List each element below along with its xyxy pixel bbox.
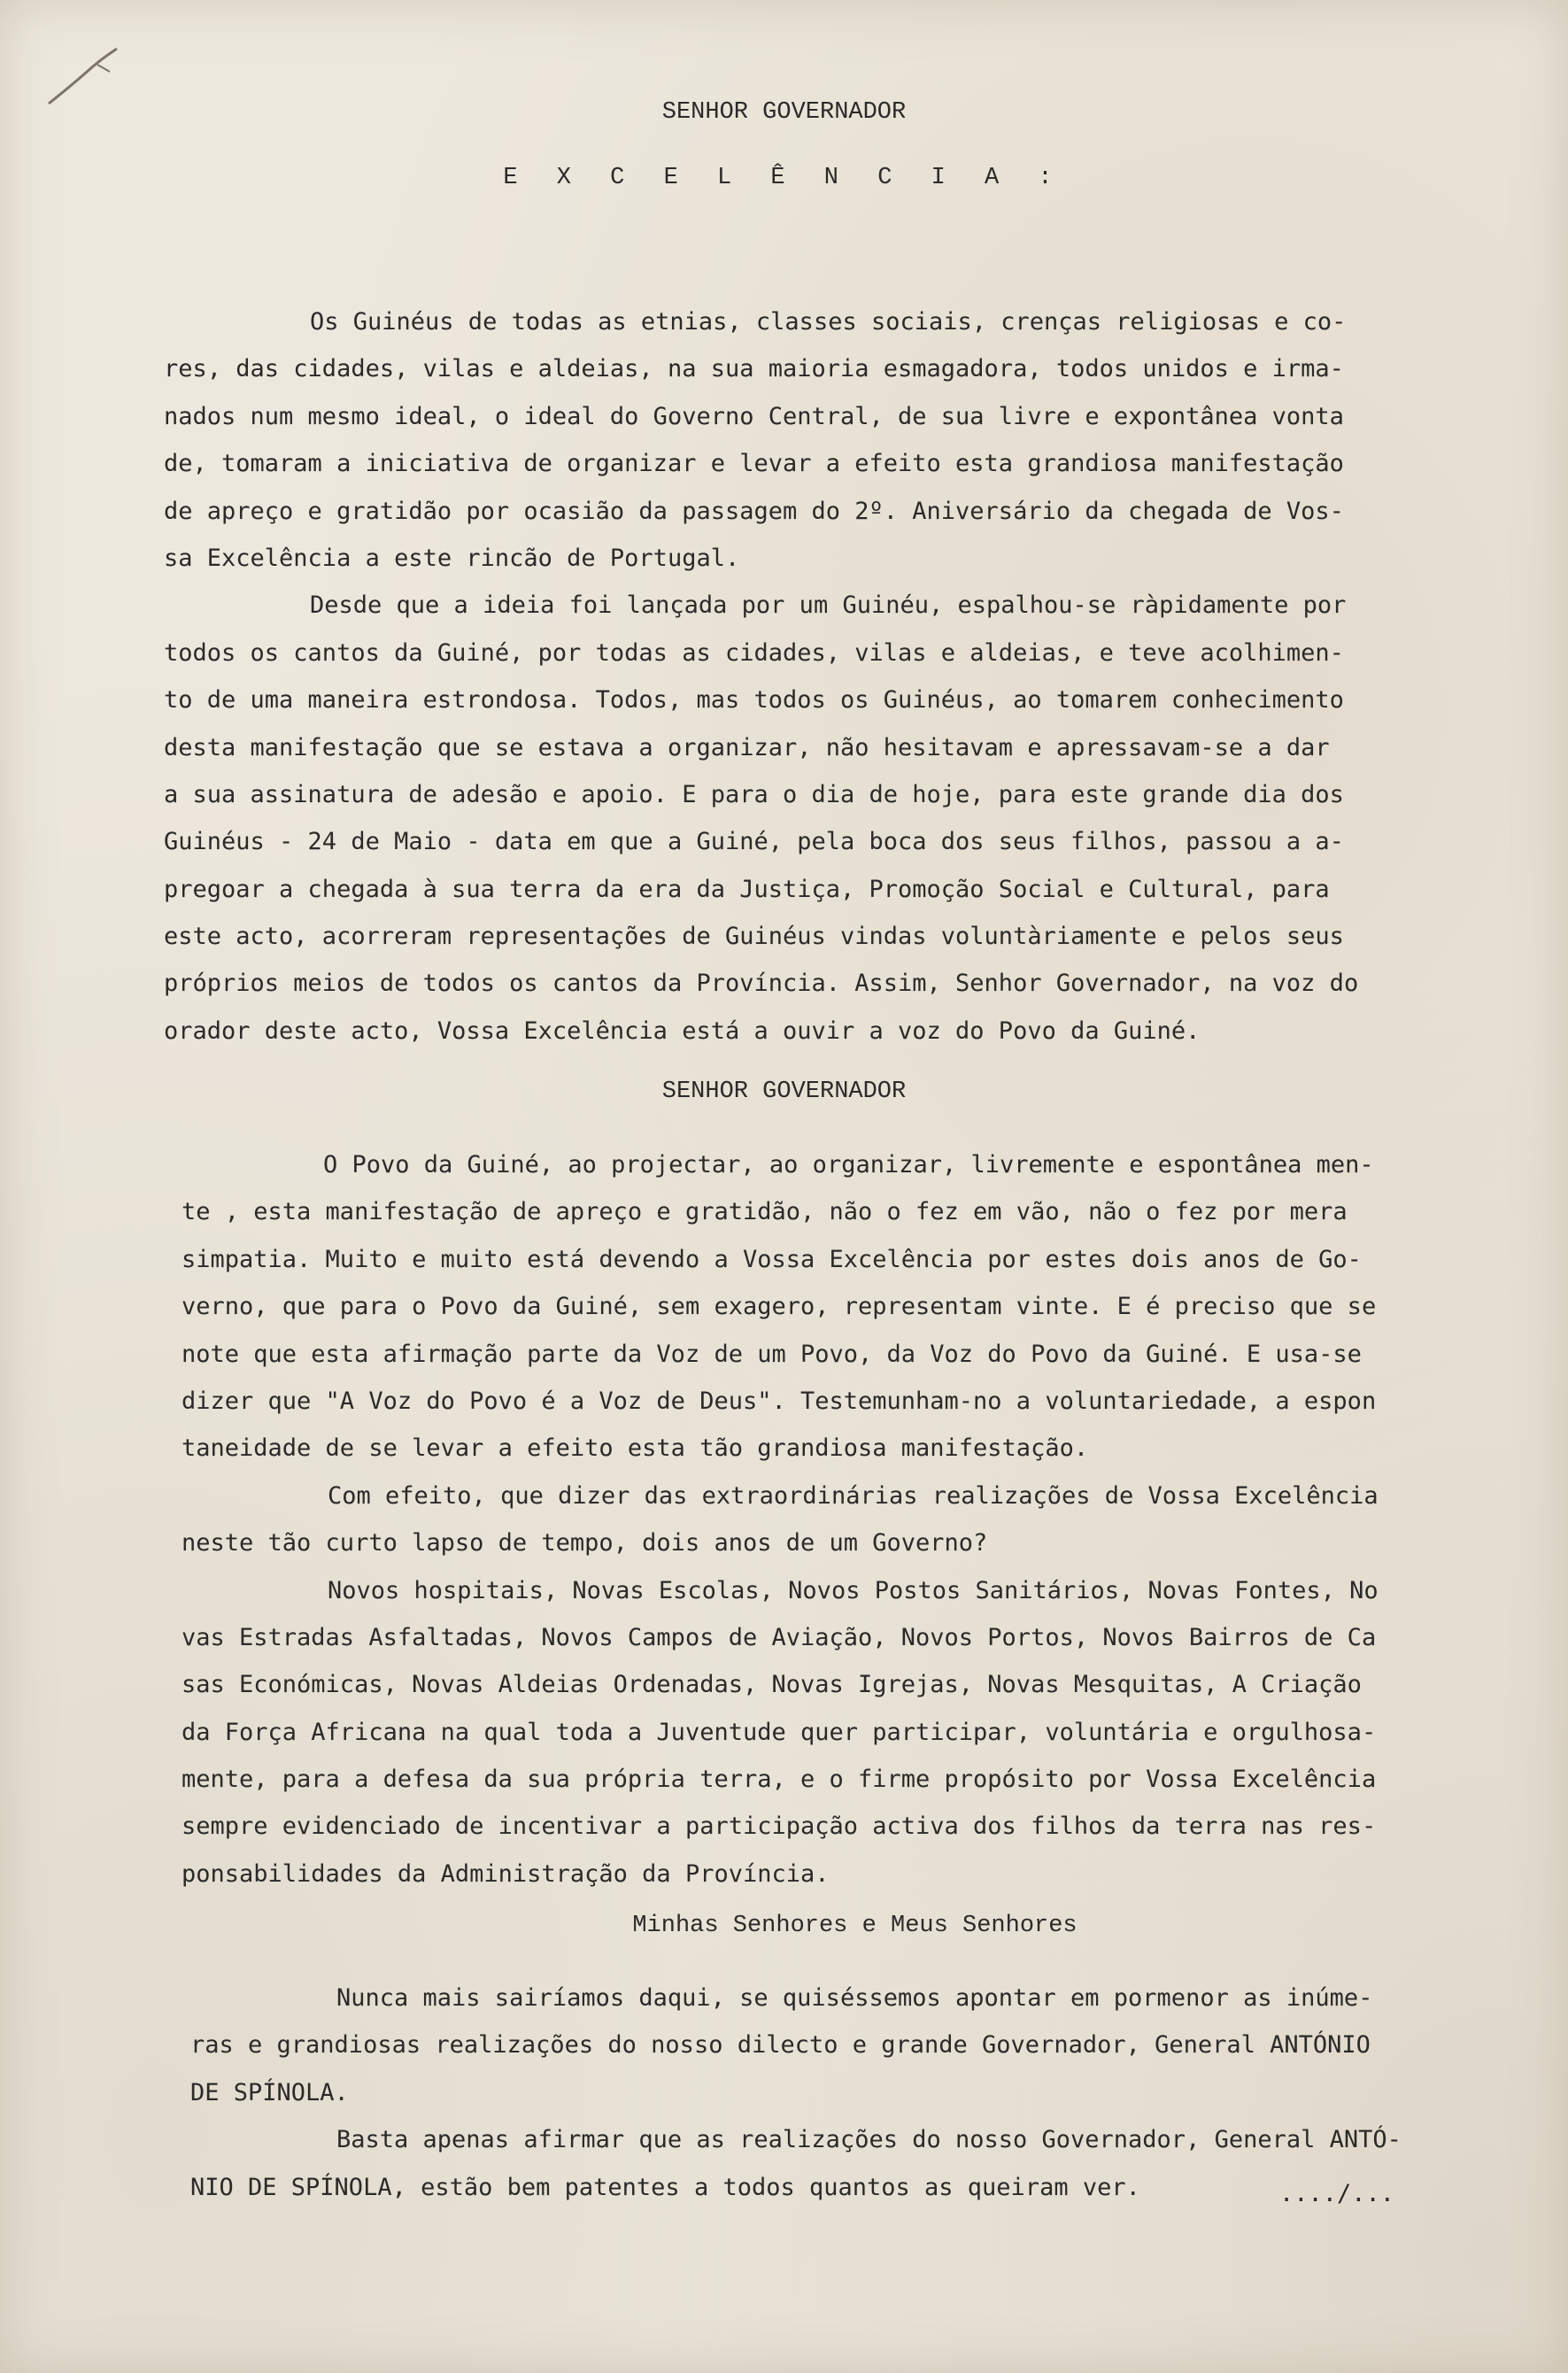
- text-line: res, das cidades, vilas e aldeias, na sua maioria esmagadora, todos unidos e irma-: [164, 355, 1344, 383]
- text-line: Guinéus - 24 de Maio - data em que a Guiné, pela boca dos seus filhos, passou a a-: [164, 828, 1344, 856]
- text-line: pregoar a chegada à sua terra da era da Justiça, Promoção Social e Cultural, para: [164, 875, 1330, 903]
- text-line: desta manifestação que se estava a organizar, não hesitavam e apressavam-se a dar: [164, 733, 1330, 761]
- text-line: te , esta manifestação de apreço e gratidão, não o fez em vão, não o fez por mera: [182, 1198, 1348, 1226]
- text-line: sempre evidenciado de incentivar a participação activa dos filhos da terra nas res-: [182, 1813, 1377, 1841]
- text-line: to de uma maneira estrondosa. Todos, mas todos os Guinéus, ao tomarem conhecimento: [164, 686, 1344, 715]
- text-line: próprios meios de todos os cantos da Província. Assim, Senhor Governador, na voz do: [164, 970, 1359, 998]
- text-line: Novos hospitais, Novas Escolas, Novos Postos Sanitários, Novas Fontes, No: [328, 1576, 1379, 1604]
- body-text-section-3: [190, 1975, 1402, 2211]
- text-line: sa Excelência a este rincão de Portugal.: [164, 544, 740, 572]
- text-line: todos os cantos da Guiné, por todas as cidades, vilas e aldeias, e teve acolhimen-: [164, 638, 1344, 667]
- text-line: a sua assinatura de adesão e apoio. E para o dia de hoje, para este grande dia dos: [164, 780, 1344, 808]
- text-line: vas Estradas Asfaltadas, Novos Campos de Aviação, Novos Portos, Novos Bairros de Ca: [182, 1623, 1377, 1651]
- salutation-excelencia: E X C E L Ê N C I A :: [503, 165, 1065, 191]
- text-line: NIO DE SPÍNOLA, estão bem patentes a todos quantos as queiram ver.: [190, 2173, 1140, 2201]
- text-line: ras e grandiosas realizações do nosso dilecto e grande Governador, General ANTÓNIO: [190, 2031, 1371, 2060]
- text-line: sas Económicas, Novas Aldeias Ordenadas, Novas Igrejas, Novas Mesquitas, A Criação: [182, 1671, 1362, 1699]
- text-line: Basta apenas afirmar que as realizações do nosso Governador, General ANTÓ-: [336, 2126, 1402, 2154]
- text-line: Com efeito, que dizer das extraordinárias realizações de Vossa Excelência: [328, 1481, 1379, 1510]
- heading-senhor-governador: SENHOR GOVERNADOR: [661, 99, 907, 126]
- text-line: Desde que a ideia foi lançada por um Guinéu, espalhou-se ràpidamente por: [310, 591, 1347, 620]
- text-line: Os Guinéus de todas as etnias, classes sociais, crenças religiosas e co-: [310, 308, 1347, 336]
- text-line: simpatia. Muito e muito está devendo a Vossa Excelência por estes dois anos de Go-: [182, 1245, 1362, 1273]
- text-line: dizer que "A Voz do Povo é a Voz de Deus". Testemunham-no a voluntariedade, a espon: [182, 1387, 1377, 1415]
- continuation-marker: ..../...: [1279, 2180, 1395, 2207]
- text-line: da Força Africana na qual toda a Juventude quer participar, voluntária e orgulhosa-: [182, 1718, 1377, 1746]
- text-line: nados num mesmo ideal, o ideal do Governo Central, de sua livre e expontânea vonta: [164, 402, 1344, 430]
- text-line: ponsabilidades da Administração da Província.: [182, 1859, 830, 1888]
- text-line: taneidade de se levar a efeito esta tão grandiosa manifestação.: [182, 1434, 1089, 1463]
- text-line: note que esta afirmação parte da Voz de um Povo, da Voz do Povo da Guiné. E usa-se: [182, 1340, 1362, 1368]
- text-line: de, tomaram a iniciativa de organizar e levar a efeito esta grandiosa manifestação: [164, 450, 1344, 478]
- body-text-section-1: [164, 298, 1358, 1055]
- text-line: verno, que para o Povo da Guiné, sem exagero, representam vinte. E é preciso que se: [182, 1293, 1377, 1321]
- text-line: DE SPÍNOLA.: [190, 2078, 349, 2106]
- text-line: Nunca mais sairíamos daqui, se quiséssemos apontar em pormenor as inúme-: [336, 1984, 1373, 2012]
- text-line: O Povo da Guiné, ao projectar, ao organizar, livremente e espontânea men-: [323, 1151, 1374, 1179]
- text-line: este acto, acorreram representações de Guinéus vindas voluntàriamente e pelos seus: [164, 923, 1344, 951]
- text-line: mente, para a defesa da sua própria terra, e o firme propósito por Vossa Excelência: [182, 1766, 1377, 1794]
- heading-senhor-governador-2: SENHOR GOVERNADOR: [661, 1078, 907, 1105]
- text-line: neste tão curto lapso de tempo, dois anos de um Governo?: [182, 1529, 988, 1558]
- body-text-section-2: [182, 1141, 1379, 1898]
- text-line: orador deste acto, Vossa Excelência está a ouvir a voz do Povo da Guiné.: [164, 1016, 1201, 1045]
- text-line: de apreço e gratidão por ocasião da passagem do 2º. Aniversário da chegada de Vos-: [164, 497, 1344, 525]
- heading-minhas-senhores: Minhas Senhores e Meus Senhores: [632, 1913, 1078, 1939]
